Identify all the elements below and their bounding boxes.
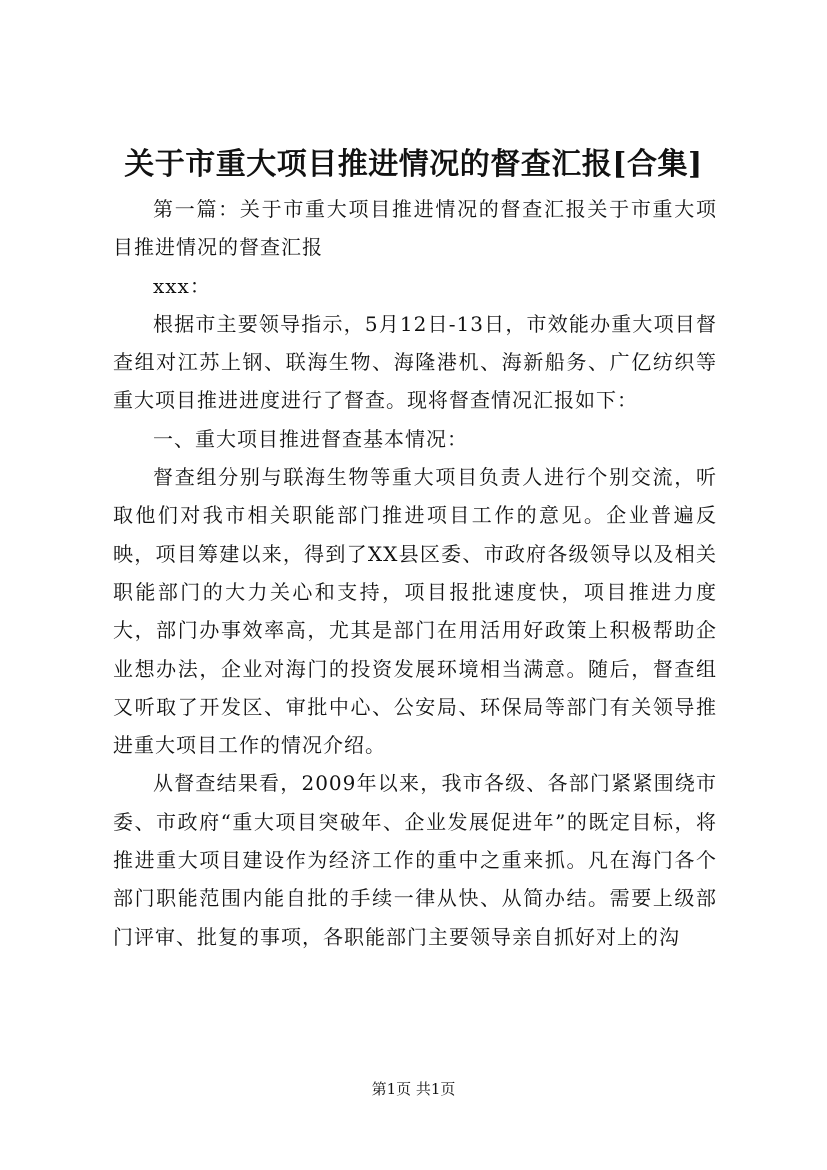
page-footer: 第1页 共1页 [371,1080,456,1098]
paragraph-salutation: xxx： [153,273,211,298]
paragraph-heading: 第一篇：关于市重大项目推进情况的督查汇报关于市重大项目推进情况的督查汇报 [113,197,717,260]
paragraph-section-heading: 一、重大项目推进督查基本情况： [153,426,468,451]
document-body [113,190,717,956]
paragraph-results: 从督查结果看，2009年以来，我市各级、各部门紧紧围绕市委、市政府“重大项目突破年、企业发展促进年”的既定目标，将推进重大项目建设作为经济工作的重中之重来抓。凡在海门各个部门职能范围内能自批的手续一律从快、从简办结。需要上级部门评审、批复的事项，各职能部门主要领导亲自抓好对上的沟 [113,771,717,949]
paragraph-intro: 根据市主要领导指示，5月12日-13日，市效能办重大项目督查组对江苏上钢、联海生物、海隆港机、海新船务、广亿纺织等重大项目推进进度进行了督查。现将督查情况汇报如下： [113,311,717,413]
paragraph-situation: 督查组分别与联海生物等重大项目负责人进行个别交流，听取他们对我市相关职能部门推进项目工作的意见。企业普遍反映，项目筹建以来，得到了XX县区委、市政府各级领导以及相关职能部门的大力关心和支持，项目报批速度快，项目推进力度大，部门办事效率高，尤其是部门在用活用好政策上积极帮助企业想办法，企业对海门的投资发展环境相当满意。随后，督查组又听取了开发区、审批中心、公安局、环保局等部门有关领导推进重大项目工作的情况介绍。 [113,465,717,758]
document-title: 关于市重大项目推进情况的督查汇报[合集] [124,147,703,182]
